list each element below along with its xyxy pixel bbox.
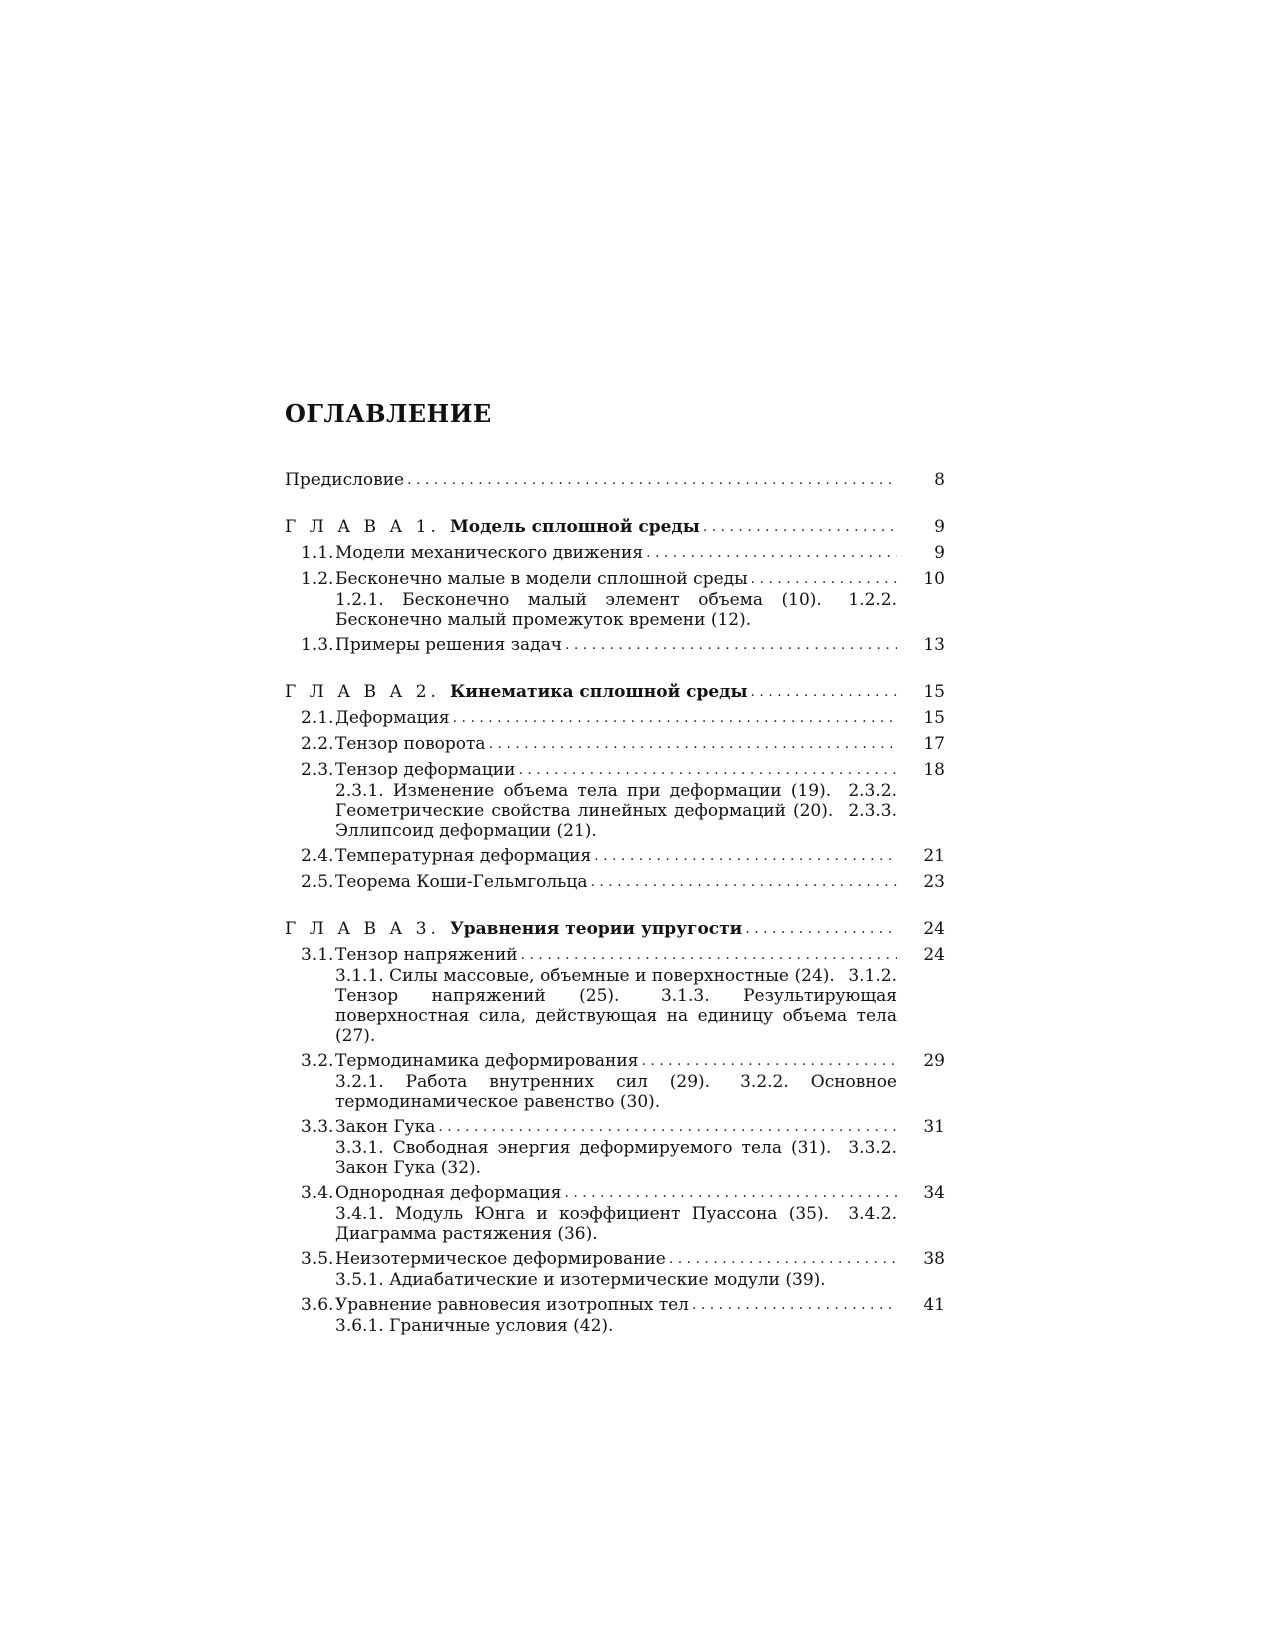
toc-page-number: 9	[934, 543, 945, 563]
leader-dots	[438, 1117, 897, 1138]
subsection-entry[interactable]: 3.3.2. Закон Гука (32).	[335, 1138, 898, 1178]
section-number: 2.1.	[301, 708, 334, 728]
chapter-number: Г Л А В А 1.	[285, 517, 440, 537]
section-heading	[301, 708, 453, 729]
section-number: 2.3.	[301, 760, 334, 780]
toc-page-number: 21	[923, 846, 945, 866]
leader-dots	[453, 708, 897, 729]
section-title: Температурная деформация	[335, 846, 592, 866]
section-heading	[301, 1117, 438, 1138]
toc-page-number: 41	[923, 1295, 945, 1315]
toc-section-2-4[interactable]	[285, 846, 945, 867]
section-heading	[301, 1249, 669, 1270]
subsection-list	[285, 1316, 945, 1336]
toc-section-2-2[interactable]	[285, 734, 945, 755]
leader-dots	[565, 635, 897, 656]
toc-section-1-3[interactable]	[285, 635, 945, 656]
toc-page-number: 24	[923, 919, 945, 939]
section-heading	[301, 1183, 564, 1204]
section-heading	[301, 569, 751, 590]
leader-dots	[518, 760, 897, 781]
toc-page-number: 23	[923, 872, 945, 892]
subsection-list	[285, 1138, 945, 1178]
leader-dots	[594, 846, 897, 867]
toc-section-2-5[interactable]	[285, 872, 945, 893]
subsection-entry[interactable]: 3.1.2. Тензор напряжений (25).	[335, 966, 897, 1006]
subsection-entry[interactable]: 3.2.2. Основное термодинамическое равенство (30).	[335, 1072, 897, 1112]
section-number: 1.1.	[301, 543, 334, 563]
section-title: Однородная деформация	[335, 1183, 562, 1203]
leader-dots	[641, 1051, 897, 1072]
subsection-list	[285, 966, 945, 1046]
subsection-entry[interactable]: 2.3.2. Геометрические свойства линейных деформаций (20).	[335, 781, 897, 821]
toc-section-3-3[interactable]	[285, 1117, 945, 1138]
subsection-entry[interactable]: 3.5.1. Адиабатические и изотермические модули (39).	[335, 1270, 826, 1290]
toc-section-1-1[interactable]	[285, 543, 945, 564]
section-heading	[301, 945, 521, 966]
chapter-title: Уравнения теории упругости	[449, 919, 743, 939]
subsection-list	[285, 1270, 945, 1290]
subsection-list	[285, 1204, 945, 1244]
section-number: 3.1.	[301, 945, 334, 965]
section-heading	[301, 846, 594, 867]
toc-section-2-3[interactable]	[285, 760, 945, 781]
section-title: Тензор поворота	[335, 734, 486, 754]
section-number: 1.3.	[301, 635, 334, 655]
section-number: 2.4.	[301, 846, 334, 866]
section-number: 3.2.	[301, 1051, 334, 1071]
table-of-contents	[285, 400, 945, 1336]
subsection-entry[interactable]: 3.4.2. Диаграмма растяжения (36).	[335, 1204, 897, 1244]
section-number: 3.3.	[301, 1117, 334, 1137]
toc-page-number: 31	[923, 1117, 945, 1137]
toc-page-number: 34	[923, 1183, 945, 1203]
subsection-entry[interactable]: 3.1.3. Результирующая поверхностная сила, действующая на единицу объема тела (27).	[335, 986, 897, 1046]
section-heading	[301, 760, 518, 781]
section-title: Неизотермическое деформирование	[335, 1249, 666, 1269]
subsection-entry[interactable]: 2.3.3. Эллипсоид деформации (21).	[335, 801, 898, 841]
section-number: 3.4.	[301, 1183, 334, 1203]
toc-page-number: 13	[923, 635, 945, 655]
toc-page-number: 15	[923, 708, 945, 728]
leader-dots	[646, 543, 897, 564]
toc-page-number: 15	[923, 682, 945, 702]
leader-dots	[590, 872, 897, 893]
section-heading	[301, 734, 489, 755]
section-title: Уравнение равновесия изотропных тел	[335, 1295, 689, 1315]
leader-dots	[703, 517, 897, 538]
section-number: 2.2.	[301, 734, 334, 754]
subsection-entry[interactable]: 1.2.2. Бесконечно малый промежуток времени (12).	[335, 590, 898, 630]
section-title: Примеры решения задач	[335, 635, 562, 655]
chapter-heading	[285, 517, 703, 538]
toc-page-number: 24	[923, 945, 945, 965]
chapter-title: Кинематика сплошной среды	[449, 682, 748, 702]
toc-entry-preface[interactable]	[285, 470, 945, 491]
chapter-number: Г Л А В А 2.	[285, 682, 440, 702]
leader-dots	[489, 734, 897, 755]
section-title: Тензор напряжений	[335, 945, 518, 965]
section-title: Закон Гука	[335, 1117, 436, 1137]
section-number: 2.5.	[301, 872, 334, 892]
chapters-list	[285, 517, 945, 1336]
leader-dots	[692, 1295, 897, 1316]
toc-section-1-2[interactable]	[285, 569, 945, 590]
subsection-entry[interactable]: 2.3.1. Изменение объема тела при деформации (19).	[335, 781, 832, 801]
subsection-entry[interactable]: 3.6.1. Граничные условия (42).	[335, 1316, 614, 1336]
subsection-entry[interactable]: 3.4.1. Модуль Юнга и коэффициент Пуассона (35).	[335, 1204, 830, 1224]
toc-chapter-2[interactable]	[285, 682, 945, 703]
section-heading	[301, 1295, 692, 1316]
subsection-entry[interactable]: 1.2.1. Бесконечно малый элемент объема (10).	[335, 590, 822, 610]
section-heading	[301, 635, 565, 656]
toc-chapter-1[interactable]	[285, 517, 945, 538]
section-number: 3.5.	[301, 1249, 334, 1269]
subsection-list	[285, 590, 945, 630]
toc-section-3-2[interactable]	[285, 1051, 945, 1072]
chapter-title: Модель сплошной среды	[449, 517, 700, 537]
chapter-heading	[285, 919, 745, 940]
section-heading	[301, 1051, 641, 1072]
toc-section-3-1[interactable]	[285, 945, 945, 966]
toc-page-number: 8	[934, 470, 945, 490]
toc-section-3-5[interactable]	[285, 1249, 945, 1270]
section-title: Тензор деформации	[335, 760, 516, 780]
subsection-entry[interactable]: 3.2.1. Работа внутренних сил (29).	[335, 1072, 711, 1092]
subsection-list	[285, 1072, 945, 1112]
section-title: Деформация	[335, 708, 450, 728]
toc-entry-label: Предисловие	[285, 470, 405, 490]
section-number: 1.2.	[301, 569, 334, 589]
chapter-number: Г Л А В А 3.	[285, 919, 440, 939]
leader-dots	[669, 1249, 897, 1270]
leader-dots	[745, 919, 897, 940]
leader-dots	[751, 569, 897, 590]
section-title: Теорема Коши-Гельмгольца	[335, 872, 588, 892]
subsection-entry[interactable]: 3.1.1. Силы массовые, объемные и поверхностные (24).	[335, 966, 835, 986]
leader-dots	[751, 682, 897, 703]
subsection-list	[285, 781, 945, 841]
chapter-heading	[285, 682, 751, 703]
page-title: ОГЛАВЛЕНИЕ	[285, 399, 492, 428]
toc-page-number: 9	[934, 517, 945, 537]
section-number: 3.6.	[301, 1295, 334, 1315]
toc-page-number: 29	[923, 1051, 945, 1071]
toc-page-number: 18	[923, 760, 945, 780]
section-title: Бесконечно малые в модели сплошной среды	[335, 569, 748, 589]
toc-page-number: 17	[923, 734, 945, 754]
section-title: Термодинамика деформирования	[335, 1051, 639, 1071]
toc-page-number: 38	[923, 1249, 945, 1269]
toc-chapter-3[interactable]	[285, 919, 945, 940]
toc-section-2-1[interactable]	[285, 708, 945, 729]
leader-dots	[564, 1183, 897, 1204]
toc-page-number: 10	[923, 569, 945, 589]
section-title: Модели механического движения	[335, 543, 644, 563]
section-heading	[301, 872, 590, 893]
leader-dots	[521, 945, 897, 966]
toc-section-3-4[interactable]	[285, 1183, 945, 1204]
subsection-entry[interactable]: 3.3.1. Свободная энергия деформируемого тела (31).	[335, 1138, 832, 1158]
section-heading	[301, 543, 646, 564]
leader-dots	[407, 470, 897, 491]
toc-section-3-6[interactable]	[285, 1295, 945, 1316]
